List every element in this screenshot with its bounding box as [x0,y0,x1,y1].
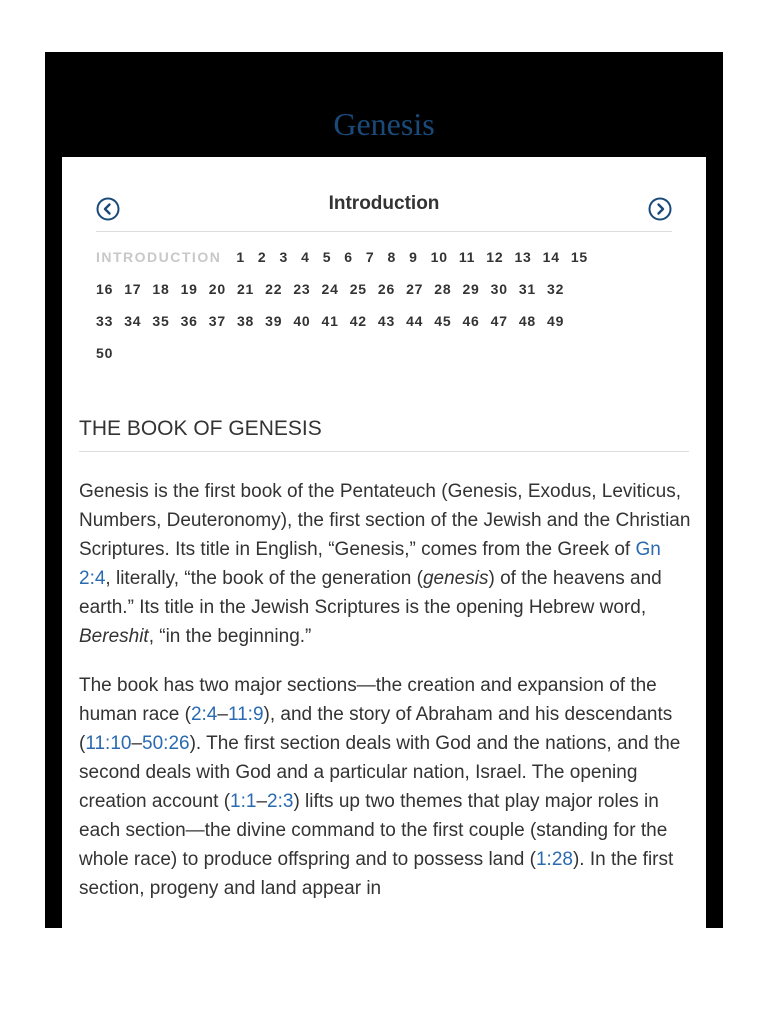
chapter-link[interactable]: 1 [236,249,245,265]
chapter-link[interactable]: 21 [236,281,255,297]
text-run: ). In the first section, progeny and land appear in [79,849,674,899]
chapter-link[interactable]: 49 [547,313,565,329]
chapter-link[interactable]: 14 [542,249,560,265]
text-run: ) of the heavens and earth.” Its title in the Jewish Scriptures is the opening Hebrew word, [79,568,662,618]
chapter-row [96,241,686,273]
chapter-link[interactable]: 12 [486,249,504,265]
chapter-link[interactable]: 38 [236,313,255,329]
chapter-link[interactable]: 43 [377,313,396,329]
chapter-link[interactable]: 34 [124,313,142,329]
chapter-link[interactable]: 15 [570,249,589,265]
chapter-link[interactable]: 41 [321,313,339,329]
chapter-link[interactable]: 30 [490,281,508,297]
chapter-link[interactable]: 16 [96,281,114,297]
chapter-link[interactable]: 19 [180,281,198,297]
text-run: ), and the story of Abraham and his descendants ( [79,704,673,754]
text-run: – [256,791,268,812]
chapter-link[interactable]: 44 [406,313,424,329]
content-panel [62,157,706,928]
chapter-link[interactable]: 10 [430,249,448,265]
chapter-link[interactable]: 31 [518,281,536,297]
book-title: Genesis [333,106,435,142]
section-heading: THE BOOK OF GENESIS [79,417,689,452]
chapter-link[interactable]: 11 [458,249,476,265]
scripture-link[interactable]: 2:3 [267,791,294,812]
chapter-link[interactable]: 7 [365,249,375,265]
chapter-nav-header [96,187,672,232]
chapter-link[interactable]: 40 [293,313,311,329]
chapter-link[interactable]: 18 [152,281,170,297]
text-run: – [217,704,228,725]
chapter-link[interactable]: 32 [547,281,565,297]
next-button[interactable] [648,197,672,221]
chapter-row [96,273,686,305]
chapter-row [96,337,686,369]
chapter-link[interactable]: 17 [124,281,142,297]
chapter-link[interactable]: 48 [518,313,536,329]
scripture-link[interactable]: Gn 2:4 [79,539,661,589]
emphasis-text: genesis [422,568,489,589]
chapter-row [96,305,686,337]
paragraph [79,671,691,903]
chapter-link[interactable]: 13 [514,249,532,265]
current-section-title: Introduction [328,193,440,214]
chapter-link[interactable]: 39 [265,313,283,329]
scripture-link[interactable]: 2:4 [190,704,218,725]
chapter-link[interactable]: 27 [406,281,424,297]
chapter-list [96,241,686,369]
chapter-link[interactable]: 22 [265,281,283,297]
scripture-link[interactable]: 11:9 [227,704,264,725]
text-run: ) lifts up two themes that play major roles in each section—the divine command to the first couple (standing for the whole race) to produce offspring and to possess land ( [79,791,668,870]
text-run: Genesis is the first book of the Pentateuch (Genesis, Exodus, Leviticus, Numbers, Deuteronomy), the first section of the Jewish and the Christian Scriptures. Its title in English, “Genesis,” comes from the Greek of [79,481,691,560]
chapter-link[interactable]: 37 [208,313,226,329]
chapter-link[interactable]: 9 [409,249,418,265]
chapter-link[interactable]: 29 [462,281,480,297]
chapter-link[interactable]: 47 [490,313,508,329]
scripture-link[interactable]: 1:1 [230,791,257,812]
chapter-link[interactable]: 4 [301,249,310,265]
text-run: The book has two major sections—the creation and expansion of the human race ( [79,675,657,725]
chapter-link[interactable]: 24 [321,281,339,297]
chapter-link[interactable]: 45 [434,313,452,329]
text-run: , “in the beginning.” [148,626,312,647]
chapter-link[interactable]: 35 [152,313,170,329]
emphasis-text: Bereshit [79,626,149,647]
scripture-link[interactable]: 50:26 [142,733,190,754]
chapter-link[interactable]: 2 [257,249,267,265]
chapter-link[interactable]: 50 [96,345,114,361]
chevron-right-circle-icon [648,197,672,221]
text-run: ). The first section deals with God and the nations, and the second deals with God and a particular nation, Israel. The opening creation account ( [79,733,681,812]
chapter-link[interactable]: 20 [208,281,226,297]
chapter-link[interactable]: 23 [293,281,311,297]
chapter-link-introduction[interactable]: INTRODUCTION [96,249,222,265]
chapter-link[interactable]: 33 [96,313,114,329]
content-frame [45,52,723,928]
chapter-link[interactable]: 3 [279,249,289,265]
scripture-link[interactable]: 11:10 [85,733,132,754]
paragraph [79,477,691,651]
chapter-link[interactable]: 42 [349,313,367,329]
chapter-link[interactable]: 6 [344,249,353,265]
chapter-link[interactable]: 8 [387,249,397,265]
chapter-link[interactable]: 26 [377,281,396,297]
chapter-link[interactable]: 28 [434,281,452,297]
chapter-link[interactable]: 25 [349,281,367,297]
text-run: – [131,733,143,754]
text-run: , literally, “the book of the generation ( [105,568,423,589]
scripture-link[interactable]: 1:28 [535,849,573,870]
chapter-link[interactable]: 5 [322,249,332,265]
chapter-link[interactable]: 36 [180,313,198,329]
chapter-link[interactable]: 46 [462,313,480,329]
introduction-text [79,477,691,923]
